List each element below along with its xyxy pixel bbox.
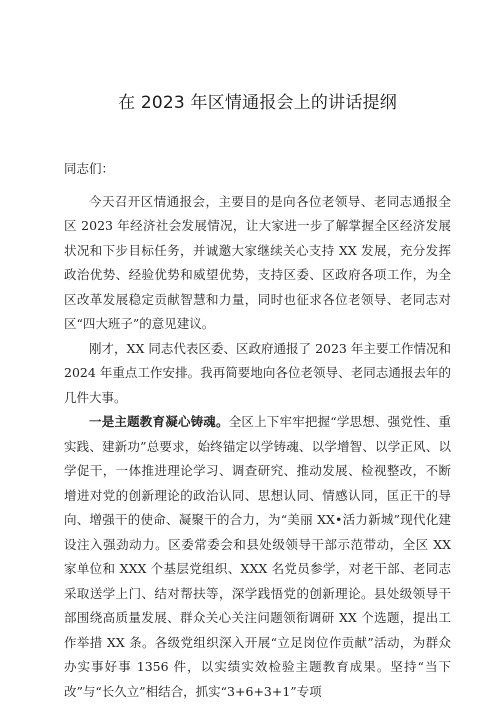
document-title: 在 2023 年区情通报会上的讲话提纲	[118, 93, 397, 113]
paragraph	[64, 190, 451, 337]
paragraph-lead: 一是主题教育凝心铸魂。	[89, 414, 229, 429]
paragraph-text: 刚才，XX 同志代表区委、区政府通报了 2023 年主要工作情况和 2024 年重点工作安排。我再简要地向各位老领导、老同志通报去年的几件大事。	[64, 340, 451, 405]
paragraph	[64, 337, 451, 411]
document-body	[64, 190, 451, 705]
paragraph	[64, 410, 451, 704]
paragraph-text: 全区上下牢牢把握“学思想、强党性、重实践、建新功”总要求，始终锚定以学铸魂、以学增智、以学正风、以学促干，一体推进理论学习、调查研究、推动发展、检视整改，不断增进对党的创新理论的政治认同、思想认同、情感认同，匡正干的导向、增强干的使命、凝聚干的合力，为“美丽 XX•活力新城”现代化建设注入强劲动力。区委常委会和县处级领导干部示范带动，全区 XX 家单位和 XXX 个基层党组织、XXX 名党员参学，对老干部、老同志采取送学上门、结对帮扶等，深学践悟党的创新理论。县处级领导干部围绕高质量发展、群众关心关注问题领衔调研 XX 个选题，提出工作举措 XX 条。各级党组织深入开展“立足岗位作贡献”活动，为群众办实事好事 1356 件，以实绩实效检验主题教育成果。坚持“当下改”与“长久立”相结合，抓实“3+6+3+1”专项	[64, 414, 451, 699]
greeting: 同志们：	[64, 161, 115, 176]
paragraph-text: 今天召开区情通报会，主要目的是向各位老领导、老同志通报全区 2023 年经济社会发展情况，让大家进一步了解掌握全区经济发展状况和下步目标任务，并诚邀大家继续关心支持 XX 发展，充分发挥政治优势、经验优势和威望优势，支持区委、区政府各项工作，为全区改革发展稳定贡献智慧和力量，同时也征求各位老领导、老同志对区“四大班子”的意见建议。	[64, 193, 451, 331]
